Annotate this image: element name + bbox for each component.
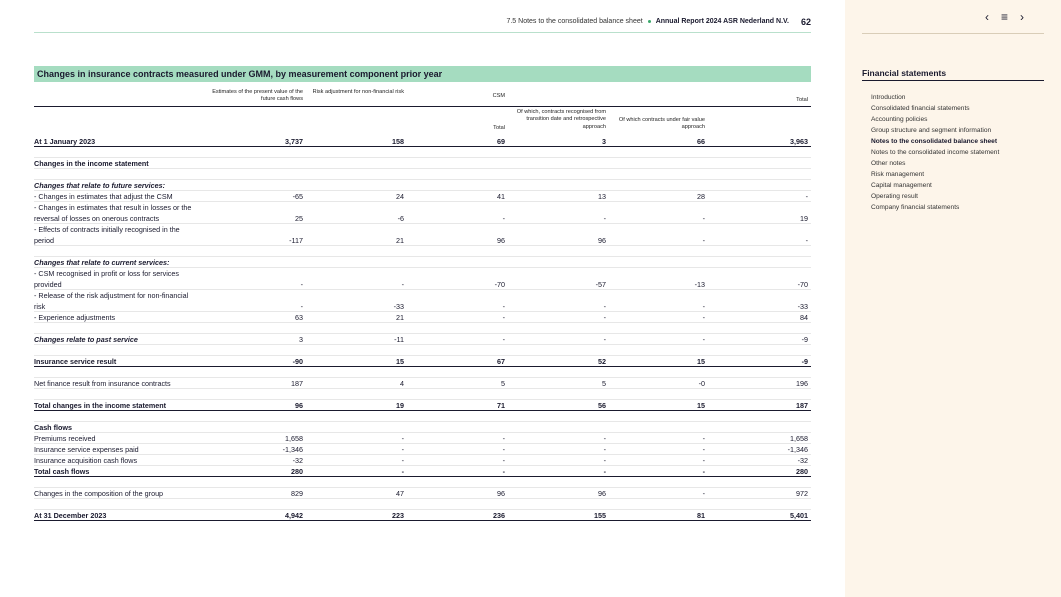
col-ra-header: Risk adjustment for non-financial risk (312, 89, 404, 95)
sidebar-item[interactable]: Introduction (871, 94, 906, 101)
table-row (34, 400, 811, 411)
row-label: - CSM recognised in profit or loss for services (34, 269, 179, 278)
cell-value: - (502, 302, 505, 311)
cell-value: - (401, 445, 404, 454)
table-row (34, 224, 811, 235)
sidebar-item[interactable]: Risk management (871, 171, 925, 178)
cell-value: 71 (497, 401, 505, 410)
cell-value: -0 (698, 379, 705, 388)
cell-value: - (805, 236, 808, 245)
cell-value: 3,737 (285, 137, 303, 146)
sidebar-item[interactable]: Notes to the consolidated income statement (871, 149, 1000, 156)
sidebar-item[interactable]: Capital management (871, 182, 932, 189)
cell-value: -9 (801, 335, 808, 344)
cell-value: - (502, 335, 505, 344)
table-row (34, 147, 811, 158)
cell-value: - (502, 456, 505, 465)
cell-value: -13 (694, 280, 705, 289)
cell-value: 1,658 (285, 434, 303, 443)
cell-value: 3 (299, 335, 303, 344)
col-csm-header: CSM (492, 93, 505, 99)
cell-value: 5,401 (790, 511, 808, 520)
row-label: Total changes in the income statement (34, 401, 167, 410)
cell-value: -11 (394, 335, 404, 344)
chevron-right-icon[interactable]: › (1020, 10, 1025, 24)
cell-value: - (702, 313, 705, 322)
gmm-changes-table (34, 86, 811, 521)
table-row (34, 422, 811, 433)
cell-value: 96 (497, 489, 505, 498)
chevron-left-icon[interactable]: ‹ (985, 10, 989, 24)
cell-value: 15 (396, 357, 404, 366)
cell-value: 4 (400, 379, 404, 388)
cell-value: - (702, 467, 705, 476)
breadcrumb[interactable]: 7.5 Notes to the consolidated balance sheet (506, 18, 643, 25)
cell-value: - (603, 313, 606, 322)
cell-value: - (603, 302, 606, 311)
cell-value: 196 (796, 379, 808, 388)
row-label: Changes that relate to current services: (34, 258, 170, 267)
cell-value: - (702, 445, 705, 454)
row-label: reversal of losses on onerous contracts (34, 214, 160, 223)
cell-value: 236 (493, 511, 505, 520)
table-row (34, 455, 811, 466)
row-label: risk (34, 302, 46, 311)
cell-value: 829 (291, 489, 303, 498)
cell-value: - (603, 467, 606, 476)
table-row (34, 378, 811, 389)
row-label: Changes in the income statement (34, 159, 149, 168)
row-label: Changes in the composition of the group (34, 489, 164, 498)
cell-value: 158 (392, 137, 404, 146)
cell-value: 5 (602, 379, 606, 388)
table-row (34, 235, 811, 246)
nav-controls (985, 10, 1024, 24)
table-row (34, 213, 811, 224)
cell-value: 66 (697, 137, 705, 146)
cell-value: 47 (396, 489, 404, 498)
cell-value: 69 (497, 137, 505, 146)
cell-value: 4,942 (285, 511, 303, 520)
table-row (34, 279, 811, 290)
cell-value: 96 (497, 236, 505, 245)
cell-value: 19 (800, 214, 808, 223)
sidebar-divider (862, 33, 1044, 34)
table-row (34, 301, 811, 312)
table-row (34, 136, 811, 147)
cell-value: - (702, 214, 705, 223)
cell-value: 15 (697, 401, 705, 410)
cell-value: - (702, 456, 705, 465)
table-row (34, 411, 811, 422)
sidebar-item[interactable]: Company financial statements (871, 204, 960, 211)
table-body (34, 136, 811, 521)
cell-value: - (502, 214, 505, 223)
table-row (34, 444, 811, 455)
sidebar-item[interactable]: Accounting policies (871, 116, 928, 123)
cell-value: -32 (292, 456, 303, 465)
row-label: Changes relate to past service (34, 335, 138, 344)
separator-dot (648, 20, 651, 23)
cell-value: -90 (292, 357, 303, 366)
cell-value: - (702, 236, 705, 245)
cell-value: 3 (602, 137, 606, 146)
cell-value: - (300, 280, 303, 289)
cell-value: 280 (291, 467, 303, 476)
cell-value: - (805, 192, 808, 201)
row-label: - Release of the risk adjustment for non-financial (34, 291, 189, 300)
column-headers (34, 86, 811, 136)
cell-value: 67 (497, 357, 505, 366)
cell-value: 187 (291, 379, 303, 388)
cell-value: -57 (595, 280, 606, 289)
cell-value: 56 (598, 401, 606, 410)
page-number: 62 (800, 16, 811, 27)
col-csm-transition-header: Of which, contracts recognised from transition date and retrospective approach (516, 109, 606, 130)
row-label: Net finance result from insurance contracts (34, 379, 171, 388)
cell-value: - (502, 467, 505, 476)
sidebar-nav-list (871, 92, 999, 213)
cell-value: - (702, 335, 705, 344)
row-label: Changes that relate to future services: (34, 181, 166, 190)
col-pv-header: Estimates of the present value of the future cash flows (212, 89, 303, 103)
cell-value: 63 (295, 313, 303, 322)
sidebar-item[interactable]: Group structure and segment information (871, 127, 992, 134)
table-row (34, 334, 811, 345)
row-label: Insurance service expenses paid (34, 445, 139, 454)
report-title: Annual Report 2024 ASR Nederland N.V. (655, 18, 789, 25)
cell-value: -32 (797, 456, 808, 465)
cell-value: 5 (501, 379, 505, 388)
cell-value: 84 (800, 313, 808, 322)
cell-value: -33 (393, 302, 404, 311)
sidebar-item[interactable]: Other notes (871, 160, 906, 167)
cell-value: -70 (494, 280, 505, 289)
row-label: period (34, 236, 54, 245)
cell-value: 1,658 (790, 434, 808, 443)
cell-value: 24 (396, 192, 404, 201)
cell-value: 28 (697, 192, 705, 201)
table-row (34, 158, 811, 169)
cell-value: -117 (289, 236, 303, 245)
table-row (34, 433, 811, 444)
sidebar-item[interactable]: Notes to the consolidated balance sheet (871, 138, 998, 145)
table-row (34, 345, 811, 356)
cell-value: - (603, 434, 606, 443)
cell-value: 223 (392, 511, 404, 520)
cell-value: 21 (396, 313, 404, 322)
table-row (34, 312, 811, 323)
cell-value: - (401, 467, 404, 476)
cell-value: 155 (594, 511, 606, 520)
cell-value: 41 (497, 192, 505, 201)
cell-value: 52 (598, 357, 606, 366)
row-label: Insurance service result (34, 357, 117, 366)
table-row (34, 499, 811, 510)
table-row (34, 202, 811, 213)
col-csm-fair-header: Of which contracts under fair value approach (618, 117, 705, 131)
table-row (34, 389, 811, 400)
cell-value: 81 (697, 511, 705, 520)
cell-value: - (401, 456, 404, 465)
sidebar (845, 0, 1061, 597)
row-label: provided (34, 280, 62, 289)
cell-value: 25 (295, 214, 303, 223)
cell-value: - (300, 302, 303, 311)
cell-value: - (502, 313, 505, 322)
cell-value: - (702, 302, 705, 311)
table-title: Changes in insurance contracts measured under GMM, by measurement component prior year (34, 66, 811, 82)
table-row (34, 191, 811, 202)
cell-value: -70 (797, 280, 808, 289)
sidebar-item[interactable]: Operating result (871, 193, 918, 200)
cell-value: 13 (598, 192, 606, 201)
cell-value: -33 (797, 302, 808, 311)
cell-value: - (401, 434, 404, 443)
cell-value: -6 (397, 214, 404, 223)
table-row (34, 477, 811, 488)
cell-value: - (702, 434, 705, 443)
cell-value: - (502, 434, 505, 443)
row-label: Insurance acquisition cash flows (34, 456, 138, 465)
table-row (34, 246, 811, 257)
cell-value: -1,346 (282, 445, 303, 454)
cell-value: - (502, 445, 505, 454)
table-row (34, 356, 811, 367)
row-label: - Changes in estimates that result in losses or the (34, 203, 192, 212)
cell-value: -9 (801, 357, 808, 366)
table-row (34, 180, 811, 191)
row-label: Cash flows (34, 423, 72, 432)
cell-value: - (401, 280, 404, 289)
table-row (34, 257, 811, 268)
header-rule (34, 106, 811, 107)
cell-value: 280 (796, 467, 808, 476)
cell-value: 96 (598, 236, 606, 245)
cell-value: 96 (295, 401, 303, 410)
cell-value: - (603, 214, 606, 223)
table-row (34, 268, 811, 279)
col-total-header: Total (796, 97, 808, 103)
cell-value: - (603, 335, 606, 344)
table-row (34, 169, 811, 180)
row-label: At 31 December 2023 (34, 511, 107, 520)
sidebar-title: Financial statements (862, 68, 1044, 81)
cell-value: 3,963 (790, 137, 808, 146)
cell-value: 21 (396, 236, 404, 245)
table-row (34, 466, 811, 477)
row-label: Premiums received (34, 434, 96, 443)
page-header (34, 13, 811, 33)
cell-value: -65 (292, 192, 303, 201)
row-label: - Effects of contracts initially recognised in the (34, 225, 180, 234)
row-label: Total cash flows (34, 467, 90, 476)
cell-value: 972 (796, 489, 808, 498)
cell-value: - (603, 445, 606, 454)
table-row (34, 367, 811, 378)
cell-value: - (603, 456, 606, 465)
cell-value: - (702, 489, 705, 498)
menu-icon[interactable]: ≡ (1001, 10, 1009, 24)
table-row (34, 323, 811, 334)
row-label: At 1 January 2023 (34, 137, 96, 146)
cell-value: 19 (396, 401, 404, 410)
cell-value: -1,346 (787, 445, 808, 454)
cell-value: 96 (598, 489, 606, 498)
cell-value: 15 (697, 357, 705, 366)
cell-value: 187 (796, 401, 808, 410)
table-row (34, 510, 811, 521)
table-row (34, 488, 811, 499)
table-row (34, 290, 811, 301)
sidebar-item[interactable]: Consolidated financial statements (871, 105, 970, 112)
row-label: - Experience adjustments (34, 313, 116, 322)
col-csm-total-header: Total (493, 125, 505, 131)
row-label: - Changes in estimates that adjust the CSM (34, 192, 173, 201)
